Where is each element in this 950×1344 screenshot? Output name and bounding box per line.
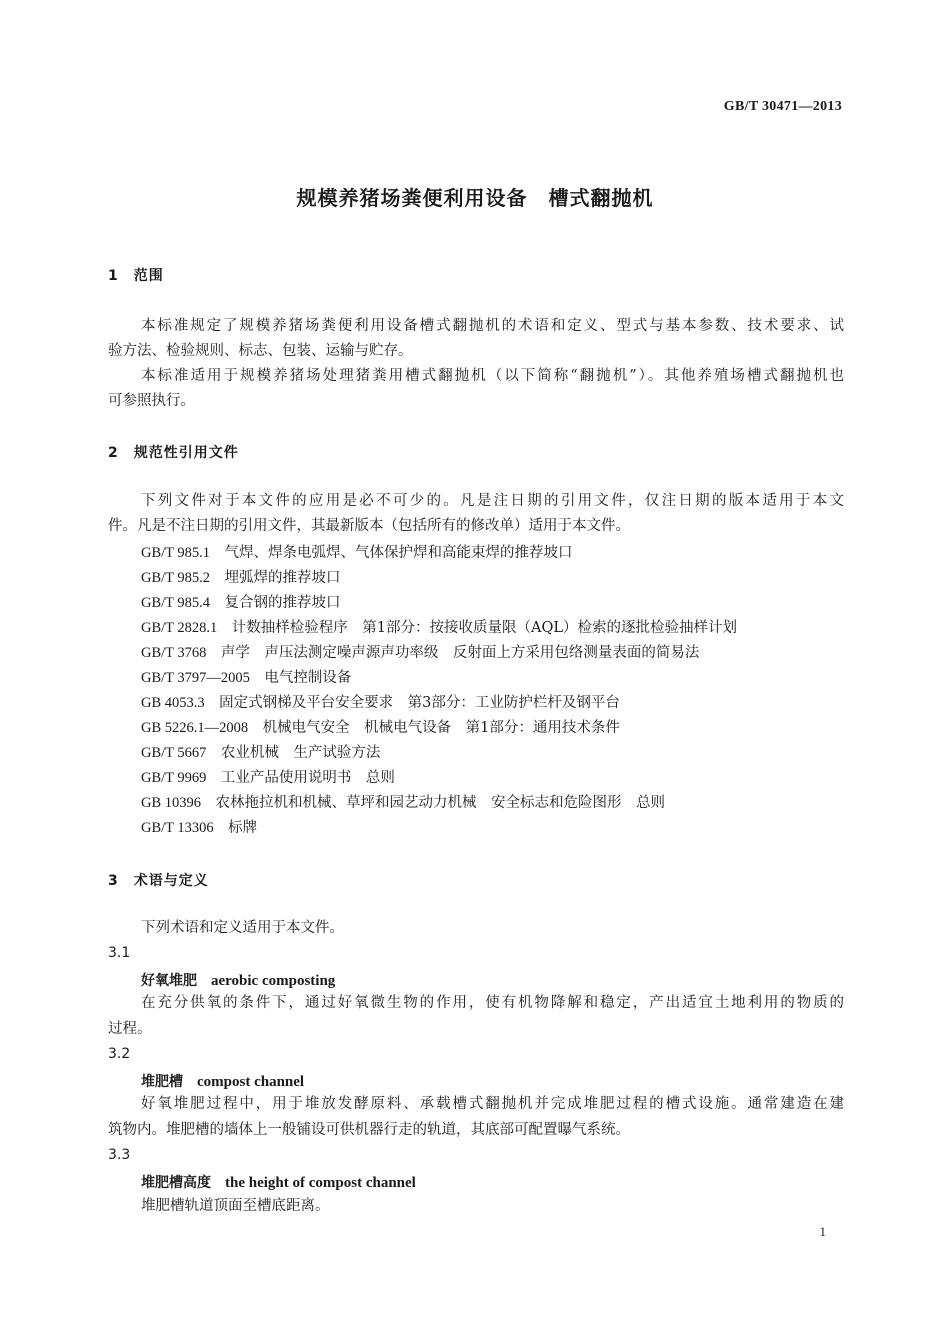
- term-english: the height of compost channel: [225, 1175, 416, 1191]
- reference-item: [141, 766, 395, 787]
- page-number: 1: [819, 1224, 826, 1239]
- reference-code: GB/T 985.4: [141, 595, 211, 611]
- term-heading: [141, 970, 335, 990]
- reference-item: [141, 791, 665, 812]
- reference-code: GB 5226.1—2008: [141, 720, 249, 736]
- term-definition-line-1: 在充分供氧的条件下，通过好氧微生物的作用，使有机物降解和稳定，产出适宜土地利用的物质的: [141, 995, 844, 1011]
- reference-code: GB/T 3768: [141, 645, 207, 661]
- term-english: aerobic composting: [211, 973, 336, 989]
- term-english: compost channel: [197, 1074, 305, 1090]
- term-definition-line-2: 筑物内。堆肥槽的墙体上一般铺设可供机器行走的轨道，其底部可配置曝气系统。: [108, 1122, 630, 1138]
- reference-title: 农业机械 生产试验方法: [220, 745, 381, 761]
- clause-number: 3.2: [108, 1046, 131, 1062]
- scope-paragraph-1-line-2: 验方法、检验规则、标志、包装、运输与贮存。: [108, 343, 413, 359]
- reference-item: [141, 666, 351, 687]
- reference-code: GB/T 9969: [141, 770, 207, 786]
- reference-code: GB 4053.3: [141, 695, 205, 711]
- reference-code: GB 10396: [141, 795, 202, 811]
- reference-title: 计数抽样检验程序 第1部分：按接收质量限（AQL）检索的逐批检验抽样计划: [231, 620, 737, 636]
- reference-title: 声学 声压法测定噪声源声功率级 反射面上方采用包络测量表面的简易法: [220, 645, 700, 661]
- reference-title: 农林拖拉机和机械、草坪和园艺动力机械 安全标志和危险图形 总则: [215, 795, 666, 811]
- standard-code: GB/T 30471—2013: [723, 99, 842, 114]
- section-3-heading: 3 术语与定义: [108, 873, 209, 889]
- term-definition-line-1: 堆肥槽轨道顶面至槽底距离。: [141, 1198, 330, 1214]
- reference-item: [141, 591, 341, 612]
- reference-title: 标牌: [228, 820, 258, 836]
- clause-number: 3.3: [108, 1147, 131, 1163]
- scope-paragraph-2-line-2: 可参照执行。: [108, 393, 195, 409]
- term-chinese: 堆肥槽: [141, 1074, 183, 1090]
- reference-code: GB/T 985.2: [141, 570, 211, 586]
- scope-paragraph-1-line-1: 本标准规定了规模养猪场粪便利用设备槽式翻抛机的术语和定义、型式与基本参数、技术要求、试: [141, 318, 844, 334]
- term-heading: [141, 1071, 304, 1091]
- reference-item: [141, 641, 699, 662]
- clause-number: 3.1: [108, 945, 131, 961]
- reference-code: GB/T 2828.1: [141, 620, 218, 636]
- reference-title: 气焊、焊条电弧焊、气体保护焊和高能束焊的推荐坡口: [224, 545, 573, 561]
- reference-item: [141, 716, 620, 737]
- reference-code: GB/T 985.1: [141, 545, 211, 561]
- references-intro-line-2: 件。凡是不注日期的引用文件，其最新版本（包括所有的修改单）适用于本文件。: [108, 518, 630, 534]
- term-chinese: 好氧堆肥: [141, 973, 197, 989]
- term-chinese: 堆肥槽高度: [141, 1175, 211, 1191]
- reference-item: [141, 816, 257, 837]
- document-title: 规模养猪场粪便利用设备 槽式翻抛机: [296, 186, 654, 210]
- reference-item: [141, 541, 573, 562]
- references-intro-line-1: 下列文件对于本文件的应用是必不可少的。凡是注日期的引用文件，仅注日期的版本适用于本文: [141, 493, 844, 509]
- reference-title: 机械电气安全 机械电气设备 第1部分：通用技术条件: [262, 720, 620, 736]
- reference-item: [141, 691, 620, 712]
- reference-item: [141, 741, 380, 762]
- reference-code: GB/T 3797—2005: [141, 670, 250, 686]
- term-definition-line-1: 好氧堆肥过程中，用于堆放发酵原料、承载槽式翻抛机并完成堆肥过程的槽式设施。通常建造在建: [141, 1096, 844, 1112]
- reference-title: 固定式钢梯及平台安全要求 第3部分：工业防护栏杆及钢平台: [219, 695, 620, 711]
- term-definition-line-2: 过程。: [108, 1021, 152, 1037]
- reference-title: 工业产品使用说明书 总则: [220, 770, 395, 786]
- term-heading: [141, 1172, 416, 1192]
- scope-paragraph-2-line-1: 本标准适用于规模养猪场处理猪粪用槽式翻抛机（以下简称“翻抛机”）。其他养殖场槽式翻抛机也: [141, 368, 844, 384]
- reference-item: [141, 566, 341, 587]
- terms-intro: 下列术语和定义适用于本文件。: [141, 920, 344, 936]
- reference-title: 埋弧焊的推荐坡口: [224, 570, 341, 586]
- reference-code: GB/T 13306: [141, 820, 214, 836]
- section-1-heading: 1 范围: [108, 268, 164, 284]
- section-2-heading: 2 规范性引用文件: [108, 445, 239, 461]
- reference-item: [141, 616, 737, 637]
- reference-code: GB/T 5667: [141, 745, 207, 761]
- reference-title: 电气控制设备: [264, 670, 352, 686]
- reference-title: 复合钢的推荐坡口: [224, 595, 341, 611]
